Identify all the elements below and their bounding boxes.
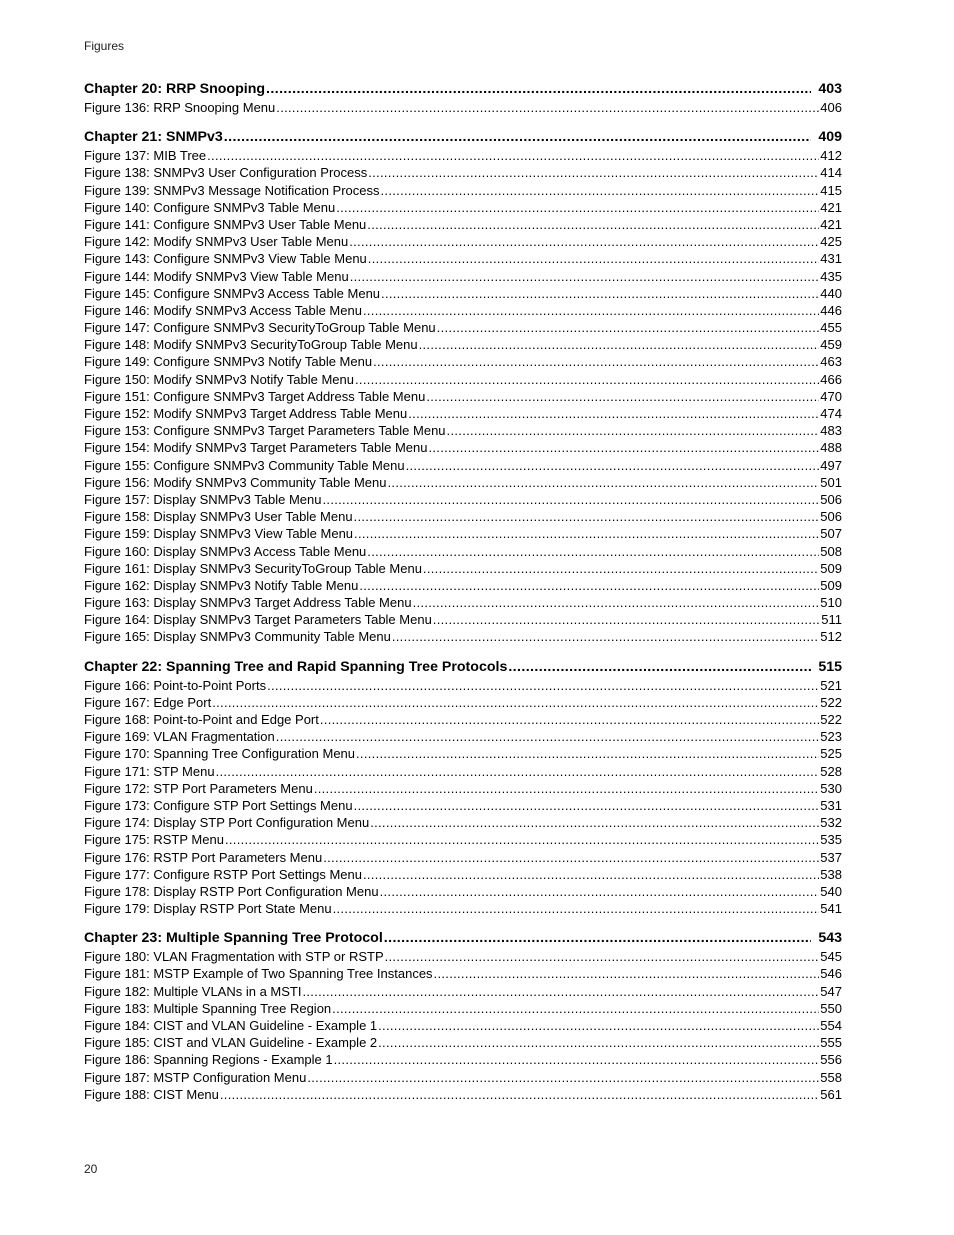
figure-title: Figure 145: Configure SNMPv3 Access Table Menu (84, 285, 381, 301)
figure-page: 421 (820, 199, 842, 215)
dot-leader (355, 371, 819, 388)
dot-leader (207, 147, 819, 164)
dot-leader (356, 745, 819, 762)
figure-title: Figure 166: Point-to-Point Ports (84, 677, 267, 693)
figure-page: 535 (820, 832, 842, 848)
dot-leader (212, 694, 819, 711)
figure-entry[interactable] (84, 457, 842, 474)
figure-title: Figure 177: Configure RSTP Port Settings Menu (84, 866, 362, 882)
figure-entry[interactable] (84, 1069, 842, 1086)
figure-title: Figure 140: Configure SNMPv3 Table Menu (84, 199, 336, 215)
figure-page: 546 (820, 966, 842, 982)
chapter-title: Chapter 22: Spanning Tree and Rapid Spanning Tree Protocols (84, 658, 508, 675)
figure-title: Figure 169: VLAN Fragmentation (84, 729, 275, 745)
figure-entry[interactable] (84, 948, 842, 965)
figure-page: 531 (820, 797, 842, 813)
figure-page: 466 (820, 371, 842, 387)
dot-leader (354, 525, 819, 542)
figure-entry[interactable] (84, 866, 842, 883)
figure-entry[interactable] (84, 268, 842, 285)
dot-leader (314, 780, 819, 797)
figure-title: Figure 180: VLAN Fragmentation with STP or RSTP (84, 949, 384, 965)
figure-entry[interactable] (84, 628, 842, 645)
figure-entry[interactable] (84, 474, 842, 491)
figure-title: Figure 161: Display SNMPv3 SecurityToGroup Table Menu (84, 560, 422, 576)
figure-page: 558 (820, 1069, 842, 1085)
figure-title: Figure 173: Configure STP Port Settings Menu (84, 797, 353, 813)
dot-leader (508, 657, 811, 677)
figure-page: 509 (820, 577, 842, 593)
dot-leader (302, 983, 819, 1000)
dot-leader (367, 543, 819, 560)
figure-title: Figure 149: Configure SNMPv3 Notify Table Menu (84, 354, 373, 370)
dot-leader (413, 594, 820, 611)
figure-title: Figure 154: Modify SNMPv3 Target Parameters Table Menu (84, 440, 428, 456)
figure-title: Figure 168: Point-to-Point and Edge Port (84, 712, 319, 727)
dot-leader (368, 250, 820, 267)
dot-leader (354, 797, 820, 814)
figure-page: 512 (820, 629, 842, 645)
figure-entry[interactable] (84, 336, 842, 353)
figure-page: 463 (820, 354, 842, 370)
figure-page: 554 (820, 1018, 842, 1033)
dot-leader (370, 814, 819, 831)
figure-page: 431 (820, 251, 842, 267)
figure-title: Figure 188: CIST Menu (84, 1086, 219, 1102)
dot-leader (220, 1086, 819, 1103)
figure-title: Figure 164: Display SNMPv3 Target Parameters Table Menu (84, 612, 432, 628)
figure-entry[interactable] (84, 594, 842, 611)
running-header: Figures (84, 39, 125, 53)
figure-page: 412 (820, 148, 842, 164)
figure-entry[interactable] (84, 1034, 842, 1051)
dot-leader (428, 439, 819, 456)
figure-title: Figure 153: Configure SNMPv3 Target Parameters Table Menu (84, 423, 446, 439)
figure-title: Figure 148: Modify SNMPv3 SecurityToGroup Table Menu (84, 337, 418, 353)
figure-entry[interactable] (84, 319, 842, 336)
figure-page: 550 (820, 1000, 842, 1016)
figure-title: Figure 176: RSTP Port Parameters Menu (84, 849, 323, 865)
figure-page: 509 (820, 560, 842, 576)
dot-leader (406, 457, 820, 474)
figure-entry[interactable] (84, 1086, 842, 1103)
chapter-page: 409 (818, 129, 842, 146)
chapter-heading[interactable] (84, 928, 842, 948)
figure-page: 538 (820, 866, 842, 882)
figure-page: 530 (820, 780, 842, 796)
figure-title: Figure 186: Spanning Regions - Example 1 (84, 1052, 333, 1068)
dot-leader (224, 127, 812, 147)
chapter-page: 543 (818, 930, 842, 947)
figure-title: Figure 178: Display RSTP Port Configuration Menu (84, 883, 379, 899)
dot-leader (434, 965, 820, 982)
figure-title: Figure 142: Modify SNMPv3 User Table Menu (84, 234, 349, 250)
figure-page: 510 (820, 595, 842, 611)
figure-page: 483 (820, 423, 842, 439)
figure-title: Figure 183: Multiple Spanning Tree Region (84, 1000, 332, 1016)
figure-title: Figure 163: Display SNMPv3 Target Address Table Menu (84, 595, 412, 611)
figure-page: 511 (821, 612, 842, 628)
figure-title: Figure 185: CIST and VLAN Guideline - Example 2 (84, 1035, 378, 1051)
dot-leader (266, 79, 811, 99)
dot-leader (437, 319, 820, 336)
figure-title: Figure 155: Configure SNMPv3 Community Table Menu (84, 457, 405, 473)
dot-leader (367, 216, 819, 233)
figure-title: Figure 144: Modify SNMPv3 View Table Menu (84, 268, 349, 284)
figure-title: Figure 143: Configure SNMPv3 View Table Menu (84, 251, 367, 267)
figure-page: 547 (820, 983, 842, 999)
figure-title: Figure 147: Configure SNMPv3 SecurityToGroup Table Menu (84, 320, 436, 336)
figure-entry[interactable] (84, 711, 842, 728)
dot-leader (388, 474, 820, 491)
figure-page: 421 (820, 216, 842, 232)
dot-leader (378, 1034, 819, 1051)
figure-page: 501 (820, 474, 842, 490)
dot-leader (350, 268, 820, 285)
figure-page: 470 (820, 388, 842, 404)
figure-entry[interactable] (84, 285, 842, 302)
figure-entry[interactable] (84, 250, 842, 267)
figure-page: 532 (820, 815, 842, 831)
figure-page: 545 (820, 949, 842, 965)
figure-entry[interactable] (84, 1017, 842, 1034)
dot-leader (334, 1051, 820, 1068)
figure-page: 488 (820, 440, 842, 456)
figure-entry[interactable] (84, 849, 842, 866)
figure-page: 561 (820, 1086, 842, 1102)
figure-page: 440 (820, 285, 842, 301)
dot-leader (433, 611, 820, 628)
dot-leader (307, 1069, 819, 1086)
figure-title: Figure 175: RSTP Menu (84, 832, 224, 848)
figure-page: 506 (820, 491, 842, 507)
figure-entry[interactable] (84, 1051, 842, 1068)
figure-title: Figure 165: Display SNMPv3 Community Table Menu (84, 629, 391, 645)
chapter-page: 515 (818, 658, 842, 675)
dot-leader (323, 849, 819, 866)
figure-entry[interactable] (84, 99, 842, 116)
figure-entry[interactable] (84, 983, 842, 1000)
figure-entry[interactable] (84, 814, 842, 831)
figure-title: Figure 184: CIST and VLAN Guideline - Example 1 (84, 1018, 378, 1033)
dot-leader (384, 928, 812, 948)
figure-entry[interactable] (84, 694, 842, 711)
figure-entry[interactable] (84, 182, 842, 199)
figure-entry[interactable] (84, 353, 842, 370)
figure-page: 556 (820, 1052, 842, 1068)
chapter-title: Chapter 21: SNMPv3 (84, 129, 223, 146)
figure-page: 525 (820, 746, 842, 762)
figure-title: Figure 160: Display SNMPv3 Access Table Menu (84, 543, 367, 559)
dot-leader (426, 388, 819, 405)
figure-page: 537 (820, 849, 842, 865)
figure-entry[interactable] (84, 577, 842, 594)
figure-page: 506 (820, 509, 842, 525)
dot-leader (267, 677, 819, 694)
figure-title: Figure 157: Display SNMPv3 Table Menu (84, 491, 322, 507)
figure-page: 415 (820, 182, 842, 198)
figure-title: Figure 159: Display SNMPv3 View Table Menu (84, 526, 354, 542)
dot-leader (419, 336, 820, 353)
dot-leader (368, 164, 819, 181)
figure-entry[interactable] (84, 147, 842, 164)
dot-leader (385, 948, 820, 965)
figure-page: 522 (820, 694, 842, 710)
figure-page: 414 (820, 165, 842, 181)
figure-title: Figure 182: Multiple VLANs in a MSTI (84, 983, 302, 999)
figure-title: Figure 146: Modify SNMPv3 Access Table Menu (84, 302, 362, 318)
figure-page: 435 (820, 268, 842, 284)
figure-page: 497 (820, 457, 842, 473)
figure-entry[interactable] (84, 233, 842, 250)
dot-leader (323, 491, 820, 508)
figure-page: 528 (820, 763, 842, 779)
figure-entry[interactable] (84, 1000, 842, 1017)
figure-title: Figure 172: STP Port Parameters Menu (84, 780, 313, 796)
figure-page: 540 (820, 883, 842, 899)
figure-page: 507 (820, 526, 842, 542)
figure-page: 459 (820, 337, 842, 353)
dot-leader (336, 199, 819, 216)
figure-page: 522 (820, 712, 842, 727)
figure-entry[interactable] (84, 508, 842, 525)
figure-title: Figure 187: MSTP Configuration Menu (84, 1069, 307, 1085)
figure-page: 555 (820, 1035, 842, 1051)
dot-leader (363, 302, 819, 319)
figure-title: Figure 162: Display SNMPv3 Notify Table Menu (84, 577, 359, 593)
dot-leader (381, 285, 819, 302)
dot-leader (332, 1000, 819, 1017)
figure-title: Figure 138: SNMPv3 User Configuration Process (84, 165, 368, 181)
dot-leader (381, 182, 820, 199)
figure-title: Figure 141: Configure SNMPv3 User Table Menu (84, 216, 367, 232)
dot-leader (423, 560, 819, 577)
dot-leader (354, 508, 820, 525)
figure-title: Figure 156: Modify SNMPv3 Community Table Menu (84, 474, 387, 490)
dot-leader (225, 831, 819, 848)
figure-entry[interactable] (84, 560, 842, 577)
dot-leader (320, 711, 819, 728)
figure-title: Figure 152: Modify SNMPv3 Target Address Table Menu (84, 406, 408, 421)
dot-leader (373, 353, 819, 370)
chapter-heading[interactable] (84, 79, 842, 99)
figure-entry[interactable] (84, 677, 842, 694)
figure-entry[interactable] (84, 388, 842, 405)
figure-entry[interactable] (84, 797, 842, 814)
figure-entry[interactable] (84, 745, 842, 762)
dot-leader (392, 628, 819, 645)
figure-entry[interactable] (84, 439, 842, 456)
chapter-heading[interactable] (84, 657, 842, 677)
figure-title: Figure 150: Modify SNMPv3 Notify Table Menu (84, 371, 354, 387)
figure-entry[interactable] (84, 543, 842, 560)
dot-leader (349, 233, 819, 250)
chapter-heading[interactable] (84, 127, 842, 147)
dot-leader (380, 883, 820, 900)
figure-entry[interactable] (84, 164, 842, 181)
figure-entry[interactable] (84, 780, 842, 797)
figure-entry[interactable] (84, 831, 842, 848)
chapter-title: Chapter 20: RRP Snooping (84, 81, 266, 97)
figure-entry[interactable] (84, 199, 842, 216)
figure-entry[interactable] (84, 405, 842, 422)
figure-entry[interactable] (84, 302, 842, 319)
figure-entry[interactable] (84, 611, 842, 628)
figure-title: Figure 139: SNMPv3 Message Notification Process (84, 182, 380, 198)
figure-title: Figure 167: Edge Port (84, 694, 212, 710)
figure-title: Figure 136: RRP Snooping Menu (84, 100, 276, 115)
figure-entry[interactable] (84, 491, 842, 508)
figure-title: Figure 151: Configure SNMPv3 Target Address Table Menu (84, 388, 426, 404)
page-number: 20 (84, 1162, 98, 1176)
dot-leader (378, 1017, 819, 1034)
dot-leader (363, 866, 819, 883)
figure-title: Figure 158: Display SNMPv3 User Table Menu (84, 509, 353, 525)
figure-page: 446 (820, 302, 842, 318)
dot-leader (447, 422, 820, 439)
dot-leader (276, 728, 820, 745)
dot-leader (216, 763, 820, 780)
figure-page: 425 (820, 234, 842, 250)
chapter-title: Chapter 23: Multiple Spanning Tree Protocol (84, 930, 383, 947)
chapter-page: 403 (818, 81, 842, 97)
dot-leader (359, 577, 819, 594)
dot-leader (333, 900, 820, 917)
figure-entry[interactable] (84, 216, 842, 233)
figure-page: 474 (820, 406, 842, 421)
figure-title: Figure 137: MIB Tree (84, 148, 207, 164)
figure-entry[interactable] (84, 883, 842, 900)
figure-page: 521 (820, 677, 842, 693)
figure-entry[interactable] (84, 422, 842, 439)
figure-entry[interactable] (84, 763, 842, 780)
figure-entry[interactable] (84, 728, 842, 745)
figure-page: 508 (820, 543, 842, 559)
figure-title: Figure 179: Display RSTP Port State Menu (84, 901, 332, 917)
figure-entry[interactable] (84, 965, 842, 982)
figure-entry[interactable] (84, 900, 842, 917)
figure-page: 541 (820, 901, 842, 917)
figure-entry[interactable] (84, 371, 842, 388)
figure-title: Figure 181: MSTP Example of Two Spanning Tree Instances (84, 966, 433, 982)
dot-leader (408, 405, 819, 422)
figure-title: Figure 170: Spanning Tree Configuration Menu (84, 746, 356, 762)
figure-page: 455 (820, 320, 842, 336)
dot-leader (276, 99, 819, 116)
figure-page: 523 (820, 729, 842, 745)
figure-entry[interactable] (84, 525, 842, 542)
figure-title: Figure 171: STP Menu (84, 763, 215, 779)
table-of-figures (84, 79, 842, 1103)
figure-title: Figure 174: Display STP Port Configuration Menu (84, 815, 370, 831)
figure-page: 406 (820, 100, 842, 115)
